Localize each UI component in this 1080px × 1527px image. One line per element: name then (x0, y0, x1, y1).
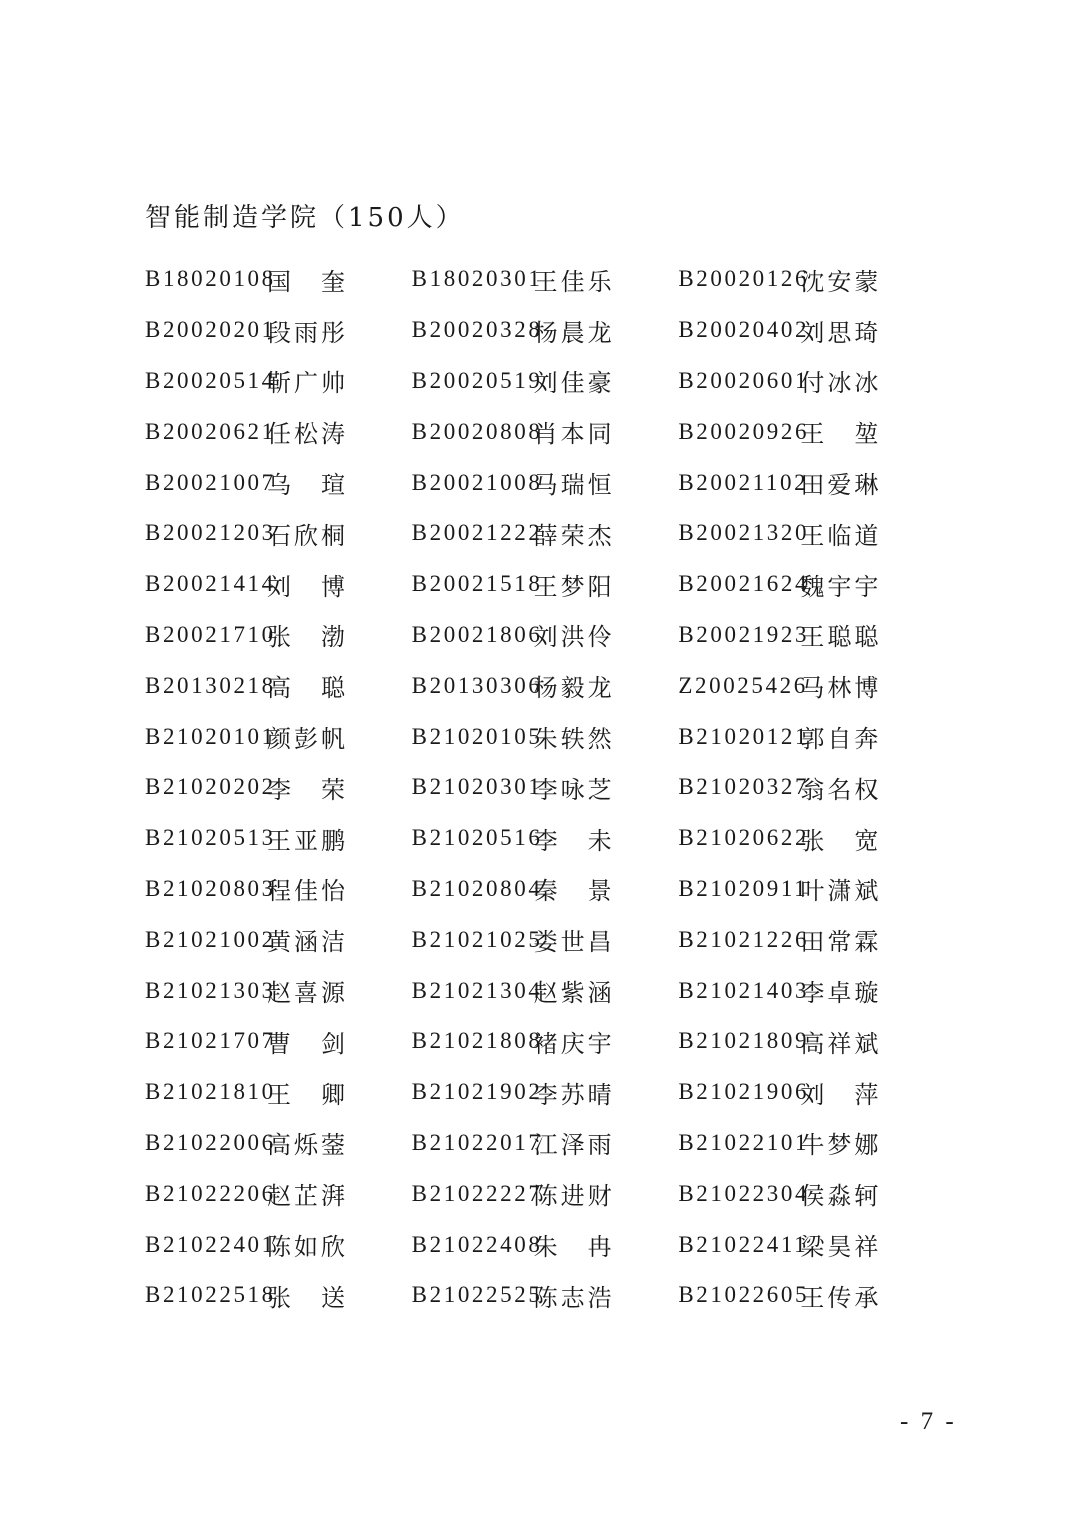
student-name: 张 宽 (800, 826, 882, 855)
student-name: 李 荣 (267, 775, 348, 804)
student-name: 娄世昌 (533, 928, 615, 957)
student-name: 刘 萍 (800, 1080, 882, 1109)
student-name: 薛荣杰 (533, 521, 615, 550)
list-row (145, 965, 945, 1016)
student-id: B21022408 (411, 1231, 543, 1257)
student-name: 叶潇斌 (800, 877, 882, 906)
student-name: 石欣桐 (267, 521, 348, 550)
student-name: 王佳乐 (533, 267, 615, 296)
student-id: B21020622 (678, 825, 810, 851)
list-row (145, 406, 945, 457)
student-id: B20130306 (411, 672, 543, 698)
student-id: B20020201 (145, 317, 276, 343)
student-name: 刘思琦 (800, 318, 882, 347)
student-entry (145, 363, 412, 398)
student-name: 靳广帅 (267, 369, 348, 398)
student-entry (678, 821, 945, 856)
student-name: 李 未 (533, 826, 615, 855)
student-id: B21020105 (411, 723, 543, 749)
student-entry (145, 821, 412, 856)
student-name: 牛梦娜 (800, 1131, 882, 1160)
student-entry (412, 668, 679, 703)
student-name: 高烁蓥 (267, 1131, 348, 1160)
student-entry (678, 516, 945, 551)
student-entry (145, 922, 412, 957)
student-entry (412, 313, 679, 348)
student-id: B20021710 (145, 621, 276, 647)
student-name: 刘佳豪 (533, 369, 615, 398)
student-entry (145, 1125, 412, 1160)
student-entry (678, 414, 945, 449)
student-id: B20020926 (678, 418, 810, 444)
student-name: 陈进财 (533, 1182, 615, 1211)
student-entry (412, 567, 679, 602)
student-entry (678, 1227, 945, 1262)
student-id: B21021304 (411, 977, 543, 1003)
student-id: B18020108 (145, 266, 276, 292)
section-title: 智能制造学院（150人） (145, 203, 465, 233)
student-id: B20020519 (411, 367, 543, 393)
student-name: 褚庆宇 (533, 1029, 615, 1058)
student-name: 魏宇宇 (800, 572, 882, 601)
student-id: B21021808 (411, 1028, 543, 1054)
list-row (145, 1270, 945, 1321)
student-entry (678, 973, 945, 1008)
student-id: B20021102 (678, 469, 809, 495)
student-name: 田爱琳 (800, 471, 882, 500)
student-entry (412, 821, 679, 856)
student-name: 国 奎 (267, 267, 348, 296)
student-id: B21021809 (678, 1028, 810, 1054)
student-entry (145, 871, 412, 906)
student-id: B21022006 (145, 1129, 276, 1155)
student-entry (412, 719, 679, 754)
student-name: 高 聪 (267, 674, 348, 703)
student-id: B21021403 (678, 977, 810, 1003)
list-row (145, 559, 945, 610)
student-id: B21022411 (678, 1231, 809, 1257)
student-id: B21020804 (411, 875, 543, 901)
student-entry (678, 617, 945, 652)
student-id: B20020328 (411, 317, 543, 343)
student-id: B20021624 (678, 571, 810, 597)
student-name: 王亚鹏 (267, 826, 348, 855)
student-entry (412, 922, 679, 957)
student-name: 朱 冉 (533, 1233, 615, 1262)
student-entry (412, 617, 679, 652)
student-id: B20021008 (411, 469, 543, 495)
student-entry (145, 465, 412, 500)
student-id: B21021906 (678, 1079, 810, 1105)
student-name: 王 堃 (800, 420, 882, 449)
student-name: 秦 景 (533, 877, 615, 906)
student-entry (412, 1075, 679, 1110)
student-id: B20021320 (678, 520, 810, 546)
student-id: B21020911 (678, 875, 809, 901)
student-name: 翁名权 (800, 775, 882, 804)
student-entry (678, 1024, 945, 1059)
list-row (145, 762, 945, 813)
student-id: B21022401 (145, 1231, 276, 1257)
student-id: B20020601 (678, 367, 810, 393)
student-name: 李苏晴 (533, 1080, 615, 1109)
student-id: B20020808 (411, 418, 543, 444)
student-name: 李卓璇 (800, 979, 882, 1008)
student-entry (678, 1176, 945, 1211)
student-name: 赵芷湃 (267, 1182, 348, 1211)
student-id: B18020301 (411, 266, 543, 292)
student-entry (678, 871, 945, 906)
student-list (145, 254, 945, 1321)
list-row (145, 457, 945, 508)
list-row (145, 864, 945, 915)
student-id: B21022227 (411, 1180, 543, 1206)
student-entry (412, 465, 679, 500)
student-name: 张 送 (267, 1283, 348, 1312)
student-name: 朱轶然 (533, 725, 615, 754)
student-id: B20021414 (145, 571, 276, 597)
student-entry (678, 719, 945, 754)
student-name: 付冰冰 (800, 369, 882, 398)
student-name: 李咏芝 (533, 775, 615, 804)
list-row (145, 254, 945, 305)
student-entry (678, 363, 945, 398)
list-row (145, 711, 945, 762)
list-row (145, 610, 945, 661)
student-name: 王传承 (800, 1283, 882, 1312)
student-entry (412, 1227, 679, 1262)
student-entry (678, 465, 945, 500)
student-id: B21020101 (145, 723, 276, 749)
student-name: 王临道 (800, 521, 882, 550)
student-id: B21020202 (145, 774, 276, 800)
student-id: B21022206 (145, 1180, 276, 1206)
student-entry (145, 973, 412, 1008)
student-name: 赵喜源 (267, 979, 348, 1008)
student-name: 黄涵洁 (267, 928, 348, 957)
student-id: B21021707 (145, 1028, 276, 1054)
student-name: 王聪聪 (800, 623, 882, 652)
student-entry (412, 262, 679, 297)
student-id: B20020514 (145, 367, 276, 393)
student-id: B20020126 (678, 266, 810, 292)
student-id: B21021902 (411, 1079, 543, 1105)
student-entry (145, 414, 412, 449)
student-name: 梁昊祥 (800, 1233, 882, 1262)
student-name: 赵紫涵 (533, 979, 615, 1008)
student-name: 杨晨龙 (533, 318, 615, 347)
student-id: B21021810 (145, 1079, 276, 1105)
student-entry (678, 1075, 945, 1110)
student-entry (145, 516, 412, 551)
student-name: 杨毅龙 (533, 674, 615, 703)
student-name: 高祥斌 (800, 1029, 882, 1058)
student-id: B20021007 (145, 469, 276, 495)
student-name: 张 渤 (267, 623, 348, 652)
student-id: B21020513 (145, 825, 276, 851)
student-id: B21022101 (678, 1129, 810, 1155)
list-row (145, 660, 945, 711)
student-id: B20020621 (145, 418, 276, 444)
student-id: B21021002 (145, 926, 276, 952)
student-entry (678, 262, 945, 297)
student-entry (412, 770, 679, 805)
student-entry (145, 770, 412, 805)
student-entry (412, 516, 679, 551)
student-name: 曹 剑 (267, 1029, 348, 1058)
list-row (145, 508, 945, 559)
student-entry (678, 1278, 945, 1313)
list-row (145, 1016, 945, 1067)
student-name: 颜彭帆 (267, 725, 348, 754)
student-entry (678, 313, 945, 348)
student-name: 陈如欣 (267, 1233, 348, 1262)
student-entry (412, 1024, 679, 1059)
list-row (145, 914, 945, 965)
student-id: B20130218 (145, 672, 276, 698)
student-name: 侯淼轲 (800, 1182, 882, 1211)
student-entry (145, 1075, 412, 1110)
student-id: B20020402 (678, 317, 810, 343)
student-name: 王梦阳 (533, 572, 615, 601)
list-row (145, 1067, 945, 1118)
student-entry (678, 770, 945, 805)
student-id: B21020121 (678, 723, 810, 749)
student-id: B21022304 (678, 1180, 810, 1206)
student-id: B20021923 (678, 621, 810, 647)
student-id: B20021518 (411, 571, 543, 597)
student-entry (145, 262, 412, 297)
student-entry (145, 1278, 412, 1313)
student-name: 田常霖 (800, 928, 882, 957)
student-id: B21021226 (678, 926, 810, 952)
list-row (145, 813, 945, 864)
student-id: B21022518 (145, 1282, 276, 1308)
list-row (145, 1168, 945, 1219)
student-name: 沈安蒙 (800, 267, 882, 296)
student-entry (412, 1125, 679, 1160)
student-id: B21021303 (145, 977, 276, 1003)
student-id: B21020516 (411, 825, 543, 851)
student-entry (678, 1125, 945, 1160)
student-name: 江泽雨 (533, 1131, 615, 1160)
student-id: B21020803 (145, 875, 276, 901)
student-id: B21020301 (411, 774, 543, 800)
student-name: 任松涛 (267, 420, 348, 449)
student-entry (145, 617, 412, 652)
student-name: 马瑞恒 (533, 471, 615, 500)
list-row (145, 1219, 945, 1270)
student-id: B21020327 (678, 774, 810, 800)
student-id: B21022525 (411, 1282, 543, 1308)
student-name: 马林博 (800, 674, 882, 703)
student-entry (145, 668, 412, 703)
list-row (145, 356, 945, 407)
student-entry (678, 668, 945, 703)
student-id: B20021806 (411, 621, 543, 647)
student-name: 郭自奔 (800, 725, 882, 754)
student-entry (145, 1024, 412, 1059)
student-name: 刘 博 (267, 572, 348, 601)
student-id: B21022017 (411, 1129, 543, 1155)
student-name: 段雨彤 (267, 318, 348, 347)
student-entry (145, 719, 412, 754)
student-entry (678, 922, 945, 957)
student-entry (412, 973, 679, 1008)
student-entry (412, 363, 679, 398)
student-entry (145, 1176, 412, 1211)
student-name: 乌 瑄 (267, 471, 348, 500)
student-entry (412, 414, 679, 449)
student-entry (145, 567, 412, 602)
student-entry (412, 1278, 679, 1313)
student-id: B21021025 (411, 926, 543, 952)
student-entry (145, 313, 412, 348)
student-name: 肖本同 (533, 420, 615, 449)
student-name: 程佳怡 (267, 877, 348, 906)
student-id: B21022605 (678, 1282, 810, 1308)
student-name: 王 卿 (267, 1080, 348, 1109)
student-entry (412, 1176, 679, 1211)
student-id: Z20025426 (678, 672, 808, 698)
student-entry (145, 1227, 412, 1262)
student-entry (412, 871, 679, 906)
list-row (145, 1118, 945, 1169)
student-name: 陈志浩 (533, 1283, 615, 1312)
list-row (145, 305, 945, 356)
student-name: 刘洪伶 (533, 623, 615, 652)
student-id: B20021203 (145, 520, 276, 546)
student-entry (678, 567, 945, 602)
page-number: - 7 - (900, 1408, 957, 1435)
student-id: B20021222 (411, 520, 543, 546)
